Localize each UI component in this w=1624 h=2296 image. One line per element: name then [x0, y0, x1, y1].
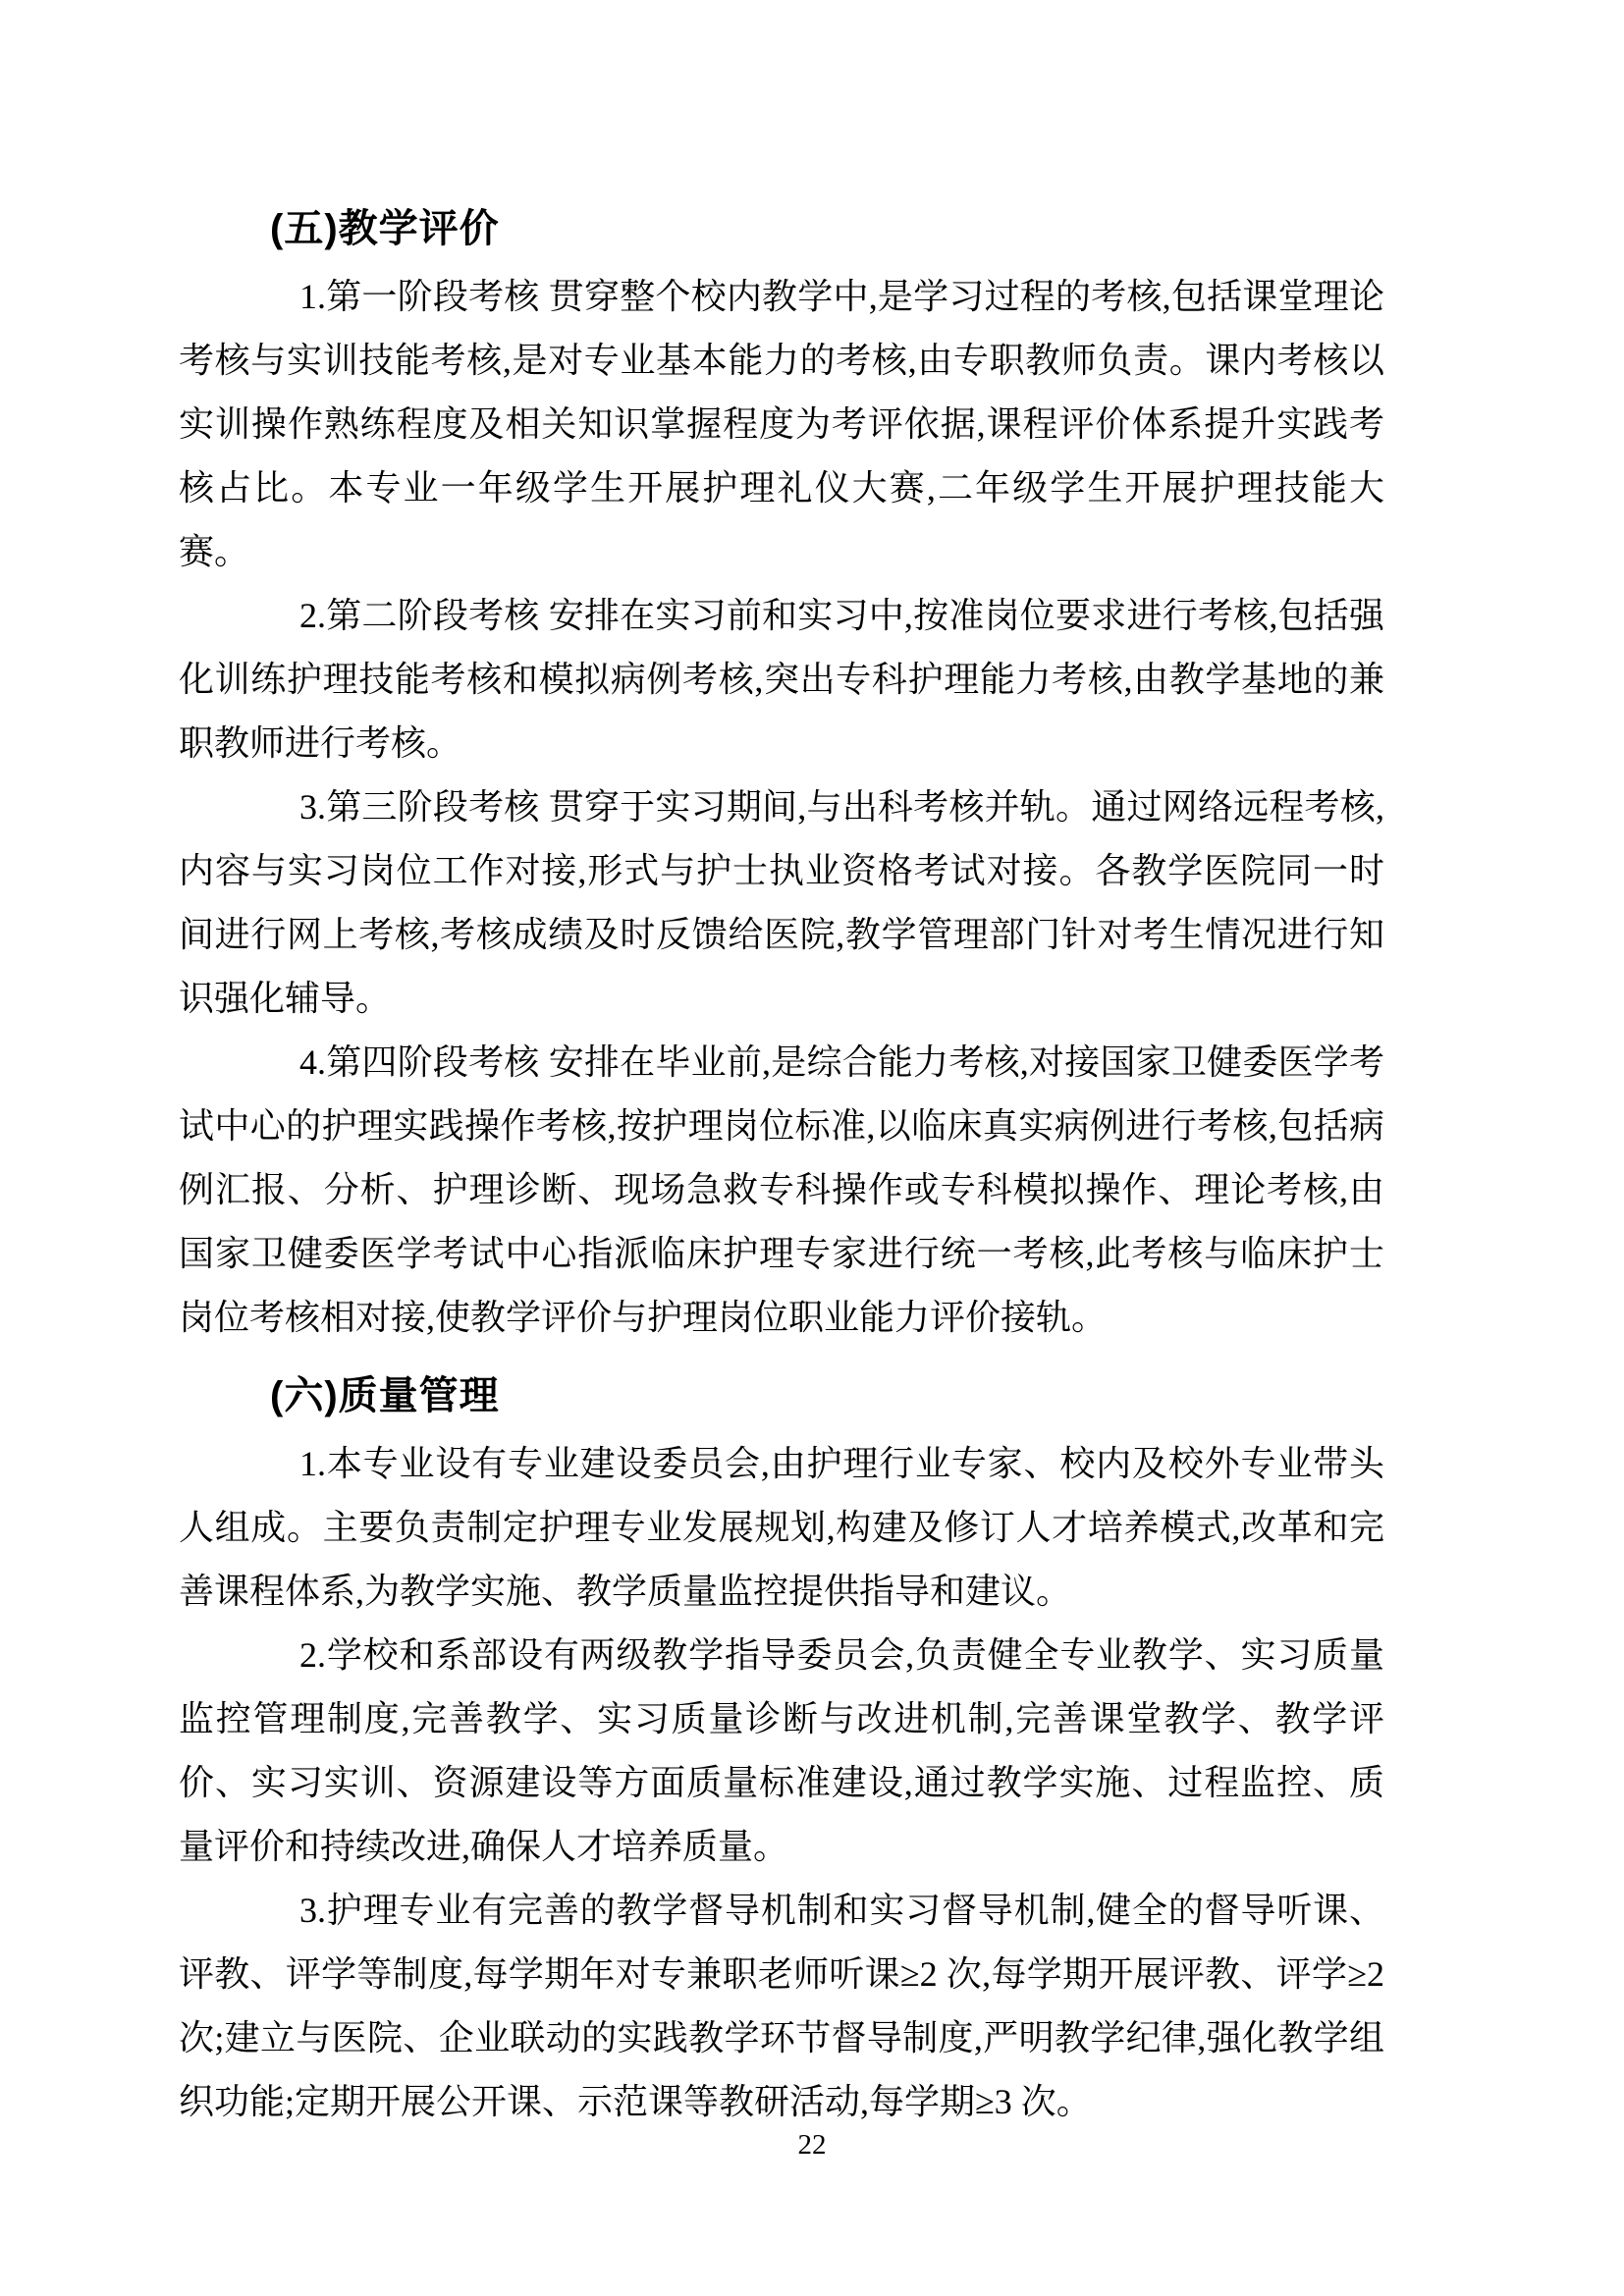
- paragraph: 4.第四阶段考核 安排在毕业前,是综合能力考核,对接国家卫健委医学考试中心的护理实践操作考核,按护理岗位标准,以临床真实病例进行考核,包括病例汇报、分析、护理诊断、现场急救专科操作或专科模拟操作、理论考核,由国家卫健委医学考试中心指派临床护理专家进行统一考核,此考核与临床护士岗位考核相对接,使教学评价与护理岗位职业能力评价接轨。: [179, 1042, 1384, 1337]
- paragraph: 2.学校和系部设有两级教学指导委员会,负责健全专业教学、实习质量监控管理制度,完善教学、实习质量诊断与改进机制,完善课堂教学、教学评价、实习实训、资源建设等方面质量标准建设,通过教学实施、过程监控、质量评价和持续改进,确保人才培养质量。: [179, 1635, 1384, 1866]
- paragraph: 3.护理专业有完善的教学督导机制和实习督导机制,健全的督导听课、评教、评学等制度,每学期年对专兼职老师听课≥2 次,每学期开展评教、评学≥2 次;建立与医院、企业联动的实践教学环节督导制度,严明教学纪律,强化教学组织功能;定期开展公开课、示范课等教研活动,每学期≥3 次。: [179, 1891, 1384, 2121]
- document-body: [179, 0, 1384, 2134]
- section-heading-teaching-evaluation: (五)教学评价: [270, 207, 500, 250]
- paragraph: 2.第二阶段考核 安排在实习前和实习中,按准岗位要求进行考核,包括强化训练护理技能考核和模拟病例考核,突出专科护理能力考核,由教学基地的兼职教师进行考核。: [179, 596, 1384, 763]
- paragraph: 3.第三阶段考核 贯穿于实习期间,与出科考核并轨。通过网络远程考核,内容与实习岗位工作对接,形式与护士执业资格考试对接。各教学医院同一时间进行网上考核,考核成绩及时反馈给医院,教学管理部门针对考生情况进行知识强化辅导。: [179, 787, 1384, 1018]
- paragraph: 1.本专业设有专业建设委员会,由护理行业专家、校内及校外专业带头人组成。主要负责制定护理专业发展规划,构建及修订人才培养模式,改革和完善课程体系,为教学实施、教学质量监控提供指导和建议。: [179, 1444, 1384, 1611]
- section-heading-quality-management: (六)质量管理: [270, 1374, 500, 1417]
- paragraph: 1.第一阶段考核 贯穿整个校内教学中,是学习过程的考核,包括课堂理论考核与实训技能考核,是对专业基本能力的考核,由专职教师负责。课内考核以实训操作熟练程度及相关知识掌握程度为考评依据,课程评价体系提升实践考核占比。本专业一年级学生开展护理礼仪大赛,二年级学生开展护理技能大赛。: [179, 277, 1384, 571]
- page-number: 22: [797, 2129, 827, 2161]
